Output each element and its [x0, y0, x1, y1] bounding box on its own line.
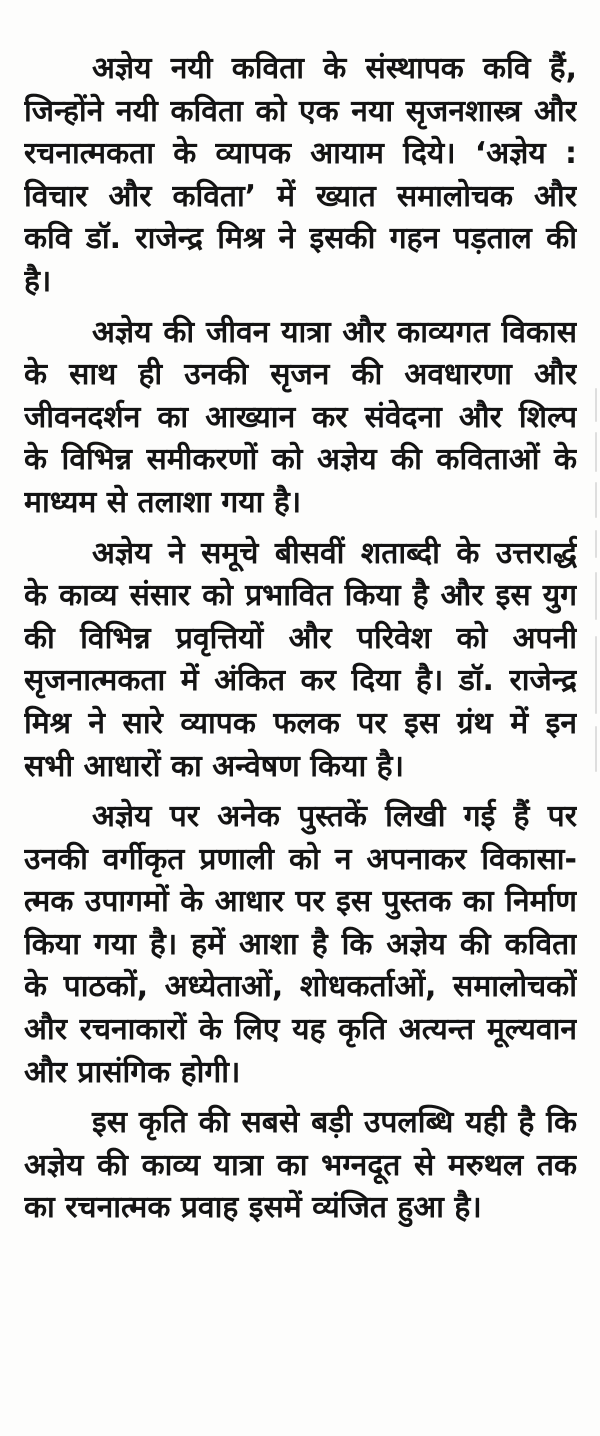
paragraph [24, 533, 577, 789]
scan-artifacts [595, 0, 598, 1436]
text-line: और रचनाकारों के लिए यह कृति अत्यन्त मूल्यवान [24, 1012, 577, 1048]
text-line: इस कृति की सबसे बड़ी उपलब्धि यही है कि [92, 1105, 577, 1141]
text-line: अज्ञेय नयी कविता के संस्थापक कवि हैं, [92, 51, 577, 86]
text-line: है। [24, 263, 52, 299]
text-line: किया गया है। हमें आशा है कि अज्ञेय की कविता [24, 926, 577, 962]
text-line: सभी आधारों का अन्वेषण किया है। [24, 748, 404, 784]
scan-artifact [595, 572, 597, 620]
scan-artifact [595, 482, 597, 518]
paragraph [24, 1102, 577, 1230]
paragraph [24, 48, 577, 304]
scan-artifact [595, 530, 597, 558]
text-line: के काव्य संसार को प्रभावित किया है और इस युग [24, 578, 577, 614]
text-line: का रचनात्मक प्रवाह इसमें व्यंजित हुआ है। [24, 1190, 482, 1226]
text-line: उनकी वर्गीकृत प्रणाली को न अपनाकर विकासा- [24, 841, 577, 877]
text-line: के पाठकों, अध्येताओं, शोधकर्ताओं, समालोचकों [24, 969, 577, 1005]
text-line: माध्यम से तलाशा गया है। [24, 484, 302, 520]
text-line: त्मक उपागमों के आधार पर इस पुस्तक का निर्माण [24, 884, 577, 920]
text-line: रचनात्मकता के व्यापक आयाम दिये। ‘अज्ञेय : [24, 136, 577, 172]
text-line: अज्ञेय ने समूचे बीसवीं शताब्दी के उत्तरार्द्ध [92, 535, 577, 571]
paragraph [24, 796, 577, 1094]
paragraph [24, 312, 577, 525]
text-line: अज्ञेय पर अनेक पुस्तकें लिखी गई हैं पर [92, 799, 577, 835]
text-line: जीवनदर्शन का आख्यान कर संवेदना और शिल्प [24, 399, 577, 435]
text-block [24, 48, 577, 1230]
text-line: और प्रासंगिक होगी। [24, 1054, 241, 1090]
text-line: मिश्र ने सारे व्यापक फलक पर इस ग्रंथ में इन [24, 705, 577, 741]
text-line: कवि डॉ. राजेन्द्र मिश्र ने इसकी गहन पड़ताल की [24, 221, 577, 257]
text-line: सृजनात्मकता में अंकित कर दिया है। डॉ. राजेन्द्र [24, 663, 577, 699]
text-line: की विभिन्न प्रवृत्तियों और परिवेश को अपनी [24, 620, 577, 656]
text-line: के विभिन्न समीकरणों को अज्ञेय की कविताओं के [24, 442, 577, 478]
scan-artifact [595, 388, 597, 422]
text-line: जिन्होंने नयी कविता को एक नया सृजनशास्त्र और [24, 93, 577, 129]
text-line: अज्ञेय की जीवन यात्रा और काव्यगत विकास [92, 314, 577, 350]
scan-artifact [595, 432, 597, 472]
scan-artifact [595, 726, 597, 772]
scan-artifact [595, 636, 597, 714]
text-line: अज्ञेय की काव्य यात्रा का भग्नदूत से मरुथल तक [24, 1147, 577, 1183]
text-line: के साथ ही उनकी सृजन की अवधारणा और [24, 357, 577, 393]
text-line: विचार और कविता’ में ख्यात समालोचक और [24, 178, 577, 214]
